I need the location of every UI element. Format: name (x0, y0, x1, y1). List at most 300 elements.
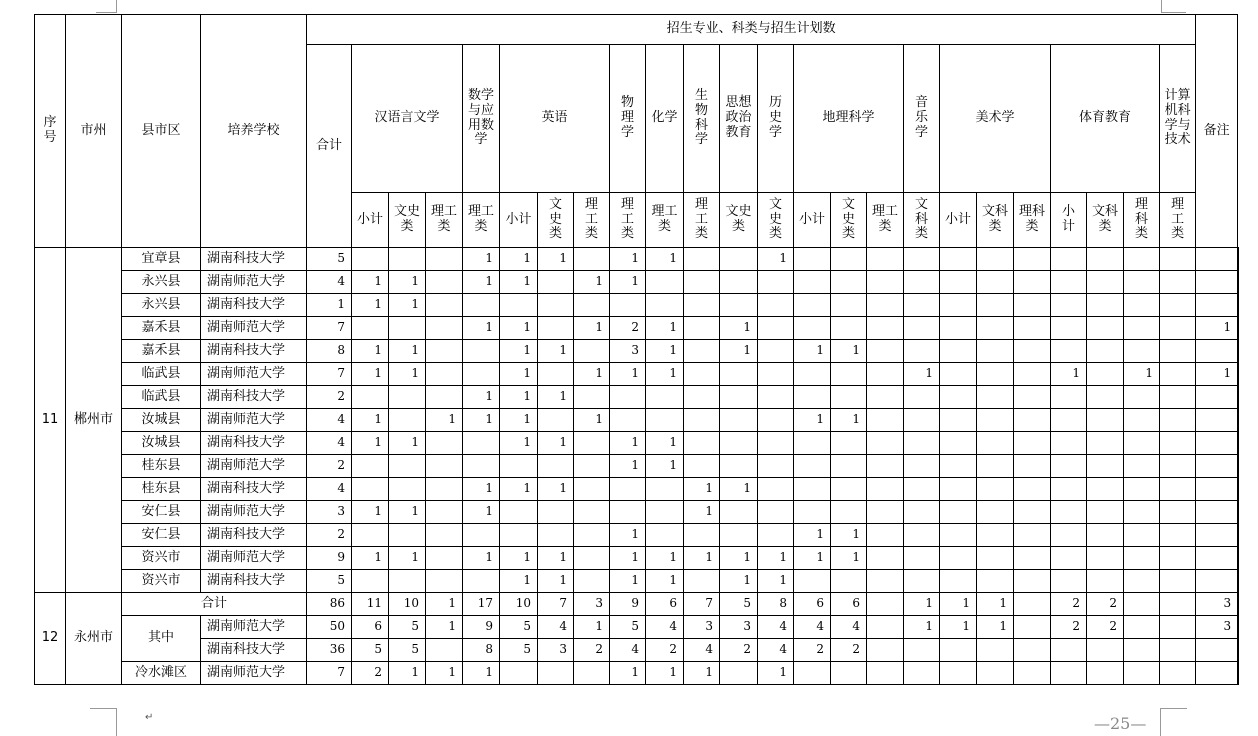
county-cell: 汝城县 (122, 432, 201, 455)
value-cell: 4 (831, 616, 867, 639)
sub-physics-ligong: 理工类 (610, 193, 646, 248)
value-cell: 1 (352, 432, 389, 455)
value-cell (1238, 432, 1239, 455)
value-cell: 2 (794, 639, 831, 662)
value-cell (426, 639, 463, 662)
value-cell (538, 363, 574, 386)
value-cell: 1 (307, 294, 352, 317)
value-cell (1124, 455, 1160, 478)
header-remark: 备注 (1196, 15, 1238, 248)
school-cell: 湖南科技大学 (201, 248, 307, 271)
header-seq: 序号 (35, 15, 66, 248)
value-cell: 9 (307, 547, 352, 570)
value-cell (720, 248, 758, 271)
value-cell (1124, 340, 1160, 363)
value-cell: 1 (500, 317, 538, 340)
value-cell: 9 (610, 593, 646, 616)
value-cell: 8 (463, 639, 500, 662)
value-cell: 4 (646, 616, 684, 639)
value-cell: 1 (426, 662, 463, 685)
value-cell (758, 501, 794, 524)
value-cell (904, 478, 940, 501)
value-cell (1014, 409, 1051, 432)
value-cell: 4 (684, 639, 720, 662)
value-cell (758, 455, 794, 478)
school-cell: 湖南科技大学 (201, 432, 307, 455)
value-cell: 7 (307, 662, 352, 685)
value-cell (1051, 455, 1087, 478)
value-cell (794, 317, 831, 340)
value-cell: 4 (758, 616, 794, 639)
value-cell (904, 432, 940, 455)
value-cell (684, 317, 720, 340)
value-cell: 1 (684, 662, 720, 685)
value-cell: 1 (463, 501, 500, 524)
value-cell (1051, 294, 1087, 317)
school-cell: 湖南师范大学 (201, 271, 307, 294)
value-cell: 1 (389, 340, 426, 363)
value-cell (867, 547, 904, 570)
value-cell (538, 294, 574, 317)
value-cell (867, 455, 904, 478)
value-cell (1014, 386, 1051, 409)
value-cell: 1 (538, 386, 574, 409)
value-cell (977, 409, 1014, 432)
value-cell (940, 432, 977, 455)
value-cell: 2 (1051, 616, 1087, 639)
value-cell (684, 409, 720, 432)
value-cell (977, 294, 1014, 317)
value-cell: 5 (500, 616, 538, 639)
table-row (35, 570, 1239, 593)
value-cell: 3 (538, 639, 574, 662)
value-cell: 1 (389, 432, 426, 455)
value-cell (867, 363, 904, 386)
value-cell: 1 (538, 340, 574, 363)
value-cell (1160, 363, 1196, 386)
value-cell (352, 478, 389, 501)
value-cell (1014, 271, 1051, 294)
value-cell (1124, 432, 1160, 455)
value-cell (1160, 524, 1196, 547)
value-cell (1196, 524, 1238, 547)
value-cell: 1 (389, 501, 426, 524)
value-cell (867, 524, 904, 547)
value-cell: 1 (684, 478, 720, 501)
value-cell: 1 (500, 248, 538, 271)
value-cell (538, 662, 574, 685)
county-cell: 资兴市 (122, 547, 201, 570)
value-cell (426, 432, 463, 455)
value-cell (463, 363, 500, 386)
value-cell: 1 (794, 524, 831, 547)
value-cell (1014, 294, 1051, 317)
major-english: 英语 (500, 45, 610, 193)
value-cell (1238, 271, 1239, 294)
value-cell: 1 (1196, 317, 1238, 340)
value-cell (426, 386, 463, 409)
value-cell: 1 (500, 547, 538, 570)
value-cell (1160, 616, 1196, 639)
value-cell (463, 294, 500, 317)
header-city: 市州 (66, 15, 122, 248)
value-cell: 3 (1196, 593, 1238, 616)
county-cell: 临武县 (122, 363, 201, 386)
value-cell (463, 524, 500, 547)
value-cell (977, 340, 1014, 363)
value-cell (538, 455, 574, 478)
value-cell (1087, 363, 1124, 386)
value-cell: 1 (720, 340, 758, 363)
major-biology: 生物科学 (684, 45, 720, 193)
sub-politics-wenshi: 文史类 (720, 193, 758, 248)
value-cell (610, 409, 646, 432)
value-cell (352, 570, 389, 593)
value-cell (574, 570, 610, 593)
value-cell (1087, 547, 1124, 570)
value-cell: 1 (646, 340, 684, 363)
county-cell: 冷水滩区 (122, 662, 201, 685)
value-cell (1014, 478, 1051, 501)
sub-cs-ligong: 理工类 (1160, 193, 1196, 248)
value-cell (1124, 639, 1160, 662)
value-cell (1196, 547, 1238, 570)
value-cell: 1 (500, 340, 538, 363)
value-cell (1124, 248, 1160, 271)
value-cell (389, 455, 426, 478)
value-cell (1014, 524, 1051, 547)
value-cell: 1 (352, 363, 389, 386)
value-cell (940, 662, 977, 685)
value-cell (1124, 593, 1160, 616)
county-cell: 嘉禾县 (122, 317, 201, 340)
value-cell (684, 271, 720, 294)
value-cell (684, 294, 720, 317)
value-cell: 1 (500, 386, 538, 409)
sub-art-like: 理科类 (1014, 193, 1051, 248)
value-cell: 1 (500, 363, 538, 386)
corner-mark-bottom-left (90, 708, 117, 736)
value-cell: 5 (352, 639, 389, 662)
value-cell (1051, 317, 1087, 340)
value-cell (720, 662, 758, 685)
value-cell (1124, 616, 1160, 639)
value-cell: 1 (684, 547, 720, 570)
value-cell: 1 (1051, 363, 1087, 386)
value-cell: 7 (538, 593, 574, 616)
value-cell (867, 570, 904, 593)
value-cell: 4 (307, 271, 352, 294)
table-row (35, 409, 1239, 432)
sub-art-wenke: 文科类 (977, 193, 1014, 248)
value-cell (867, 409, 904, 432)
value-cell: 1 (574, 363, 610, 386)
value-cell: 1 (831, 340, 867, 363)
table-row (35, 501, 1239, 524)
value-cell (1124, 501, 1160, 524)
value-cell (940, 294, 977, 317)
value-cell (758, 340, 794, 363)
value-cell: 2 (646, 639, 684, 662)
value-cell (867, 294, 904, 317)
value-cell (1124, 547, 1160, 570)
value-cell (794, 478, 831, 501)
value-cell (538, 317, 574, 340)
value-cell: 1 (720, 547, 758, 570)
value-cell (1014, 455, 1051, 478)
header-school: 培养学校 (201, 15, 307, 248)
value-cell (1238, 386, 1239, 409)
value-cell (1014, 570, 1051, 593)
table-row (35, 363, 1239, 386)
value-cell (426, 340, 463, 363)
value-cell: 1 (1196, 363, 1238, 386)
value-cell (904, 547, 940, 570)
value-cell: 1 (352, 409, 389, 432)
value-cell (1014, 248, 1051, 271)
value-cell (720, 501, 758, 524)
value-cell: 1 (352, 547, 389, 570)
value-cell (1196, 501, 1238, 524)
school-cell: 湖南科技大学 (201, 294, 307, 317)
value-cell (1196, 294, 1238, 317)
value-cell (1014, 616, 1051, 639)
value-cell (867, 340, 904, 363)
value-cell: 4 (610, 639, 646, 662)
value-cell (1051, 547, 1087, 570)
value-cell (758, 432, 794, 455)
value-cell (831, 662, 867, 685)
value-cell: 1 (794, 409, 831, 432)
value-cell (940, 271, 977, 294)
value-cell (1087, 409, 1124, 432)
value-cell (867, 248, 904, 271)
value-cell: 1 (758, 570, 794, 593)
school-cell: 湖南师范大学 (201, 616, 307, 639)
county-cell: 嘉禾县 (122, 340, 201, 363)
value-cell: 1 (831, 524, 867, 547)
value-cell (831, 501, 867, 524)
value-cell: 9 (463, 616, 500, 639)
value-cell (1087, 248, 1124, 271)
value-cell (574, 501, 610, 524)
value-cell (1160, 409, 1196, 432)
value-cell (831, 386, 867, 409)
value-cell (389, 248, 426, 271)
value-cell: 8 (758, 593, 794, 616)
value-cell: 1 (720, 570, 758, 593)
value-cell (758, 524, 794, 547)
table-row (35, 478, 1239, 501)
value-cell (1160, 271, 1196, 294)
table-row (35, 248, 1239, 271)
value-cell: 1 (646, 662, 684, 685)
value-cell (1087, 432, 1124, 455)
value-cell (426, 455, 463, 478)
value-cell: 1 (940, 593, 977, 616)
value-cell: 2 (720, 639, 758, 662)
value-cell (831, 455, 867, 478)
value-cell (684, 432, 720, 455)
value-cell (1238, 639, 1239, 662)
value-cell (1087, 271, 1124, 294)
school-cell: 湖南师范大学 (201, 363, 307, 386)
value-cell: 1 (977, 593, 1014, 616)
value-cell (904, 386, 940, 409)
value-cell (867, 501, 904, 524)
table-row (35, 317, 1239, 340)
value-cell (426, 524, 463, 547)
major-cs: 计算机科学与技术 (1160, 45, 1196, 193)
value-cell (1051, 570, 1087, 593)
table-row (35, 593, 1239, 616)
school-cell: 湖南师范大学 (201, 501, 307, 524)
value-cell (574, 294, 610, 317)
group-city: 郴州市 (66, 248, 122, 593)
sub-english-wenshi: 文史类 (538, 193, 574, 248)
value-cell: 1 (538, 570, 574, 593)
value-cell (646, 524, 684, 547)
value-cell (977, 524, 1014, 547)
corner-mark-bottom-right (1160, 708, 1187, 736)
value-cell: 1 (538, 478, 574, 501)
county-cell: 桂东县 (122, 455, 201, 478)
value-cell (610, 478, 646, 501)
value-cell (1087, 662, 1124, 685)
value-cell (1160, 386, 1196, 409)
value-cell: 4 (307, 478, 352, 501)
value-cell: 2 (307, 455, 352, 478)
value-cell: 50 (307, 616, 352, 639)
value-cell (426, 363, 463, 386)
value-cell (1124, 570, 1160, 593)
value-cell: 1 (610, 455, 646, 478)
value-cell (352, 455, 389, 478)
table-row (35, 340, 1239, 363)
value-cell (794, 271, 831, 294)
value-cell: 1 (426, 616, 463, 639)
value-cell (904, 501, 940, 524)
value-cell (940, 409, 977, 432)
value-cell (831, 294, 867, 317)
value-cell (646, 386, 684, 409)
county-cell: 安仁县 (122, 524, 201, 547)
sub-english-xiaoji: 小计 (500, 193, 538, 248)
major-art: 美术学 (940, 45, 1051, 193)
school-cell: 湖南科技大学 (201, 639, 307, 662)
value-cell (684, 340, 720, 363)
value-cell (940, 524, 977, 547)
value-cell (646, 271, 684, 294)
value-cell: 1 (610, 248, 646, 271)
qizhong-label: 其中 (122, 616, 201, 662)
value-cell (1051, 432, 1087, 455)
value-cell: 1 (426, 593, 463, 616)
county-cell: 临武县 (122, 386, 201, 409)
value-cell (1014, 340, 1051, 363)
value-cell (574, 248, 610, 271)
value-cell (758, 271, 794, 294)
value-cell (538, 501, 574, 524)
value-cell: 1 (574, 616, 610, 639)
value-cell: 1 (352, 271, 389, 294)
value-cell (389, 524, 426, 547)
value-cell (720, 386, 758, 409)
value-cell (1238, 570, 1239, 593)
value-cell: 3 (720, 616, 758, 639)
table-row (35, 294, 1239, 317)
value-cell: 1 (610, 363, 646, 386)
value-cell: 5 (610, 616, 646, 639)
value-cell: 1 (574, 271, 610, 294)
value-cell (977, 570, 1014, 593)
group-city: 永州市 (66, 593, 122, 685)
value-cell (977, 547, 1014, 570)
value-cell (794, 294, 831, 317)
value-cell (1238, 593, 1239, 616)
sub-pe-xiaoji: 小计 (1051, 193, 1087, 248)
value-cell (1160, 248, 1196, 271)
county-cell: 宜章县 (122, 248, 201, 271)
school-cell: 湖南师范大学 (201, 455, 307, 478)
value-cell: 3 (1196, 616, 1238, 639)
value-cell (574, 455, 610, 478)
value-cell (1160, 455, 1196, 478)
value-cell: 1 (538, 547, 574, 570)
value-cell (794, 501, 831, 524)
value-cell (940, 317, 977, 340)
table-row (35, 547, 1239, 570)
value-cell (1238, 662, 1239, 685)
value-cell: 4 (538, 616, 574, 639)
major-physics: 物理学 (610, 45, 646, 193)
value-cell (463, 455, 500, 478)
value-cell (831, 317, 867, 340)
subtotal-label: 合计 (122, 593, 307, 616)
county-cell: 安仁县 (122, 501, 201, 524)
sub-chemistry-ligong: 理工类 (646, 193, 684, 248)
sub-chinese-wenshi: 文史类 (389, 193, 426, 248)
value-cell (684, 524, 720, 547)
major-chinese: 汉语言文学 (352, 45, 463, 193)
value-cell (977, 317, 1014, 340)
value-cell (1160, 317, 1196, 340)
value-cell: 1 (610, 524, 646, 547)
value-cell (720, 455, 758, 478)
value-cell (1196, 340, 1238, 363)
value-cell (904, 317, 940, 340)
value-cell: 1 (1124, 363, 1160, 386)
value-cell (867, 478, 904, 501)
value-cell: 2 (352, 662, 389, 685)
paragraph-mark: ↵ (145, 712, 154, 723)
value-cell (1014, 662, 1051, 685)
value-cell: 2 (610, 317, 646, 340)
value-cell (1160, 639, 1196, 662)
table-row (35, 639, 1239, 662)
value-cell (574, 432, 610, 455)
value-cell (389, 570, 426, 593)
value-cell (684, 363, 720, 386)
value-cell (574, 662, 610, 685)
value-cell (794, 662, 831, 685)
value-cell (867, 616, 904, 639)
value-cell (940, 570, 977, 593)
value-cell (867, 639, 904, 662)
value-cell (977, 501, 1014, 524)
value-cell: 1 (904, 593, 940, 616)
value-cell: 1 (574, 409, 610, 432)
